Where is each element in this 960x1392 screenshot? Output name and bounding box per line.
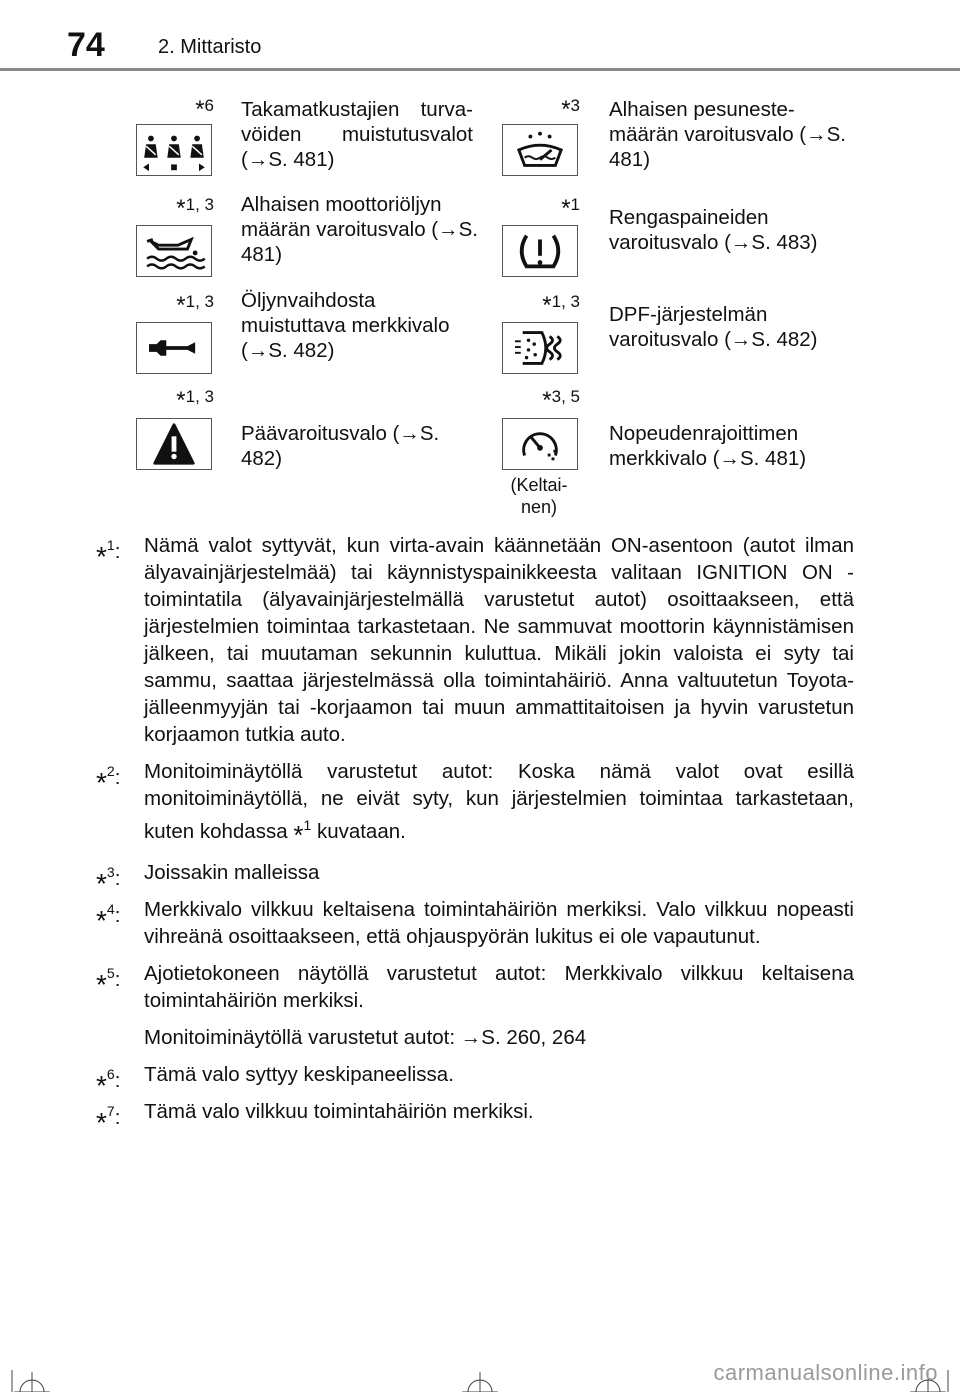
- footnote-1: *$^1$: Nämä valot syttyvät, kun virta-avain käännetään ON-asentoon (autot ilman älyavainjärjestelmää) tai käynnistyspainikkeesta valitaan IGNITION ON -toimintatila (älyavainjärjestelmällä varustetut autot) osoittaakseen, että järjestelmien toimintaa tarkastetaan. Ne sammuvat moottorin käynnistämisen jälkeen, tai muutaman sekunnin kuluttua. Mikäli jokin valoista ei syty tai sammu, saattaa järjestelmässä olla toimintahäiriö. Anna valtuutetun Toyota-jälleenmyyjän tai -korjaamon tai muun ammattitaitoisen ja hyvin varustetun korjaamon tutkia auto.: [96, 534, 854, 746]
- indicator-label: Päävaroitusvalo (→S. 482): [241, 422, 440, 470]
- speed-limiter-icon: [502, 418, 578, 470]
- watermark: carmanualsonline.info: [713, 1360, 938, 1385]
- indicator-label: DPF-järjestelmän varoitusvalo (→S. 482): [609, 303, 818, 351]
- washer-fluid-icon: [502, 124, 578, 176]
- footnote-mark: *1, 3: [176, 387, 214, 414]
- footnote-mark: *1, 3: [176, 292, 214, 319]
- indicator-label: Takamatkustajien turva-vöiden muistutusvalot (→S. 481): [241, 98, 473, 171]
- footnote-mark: *1, 3: [542, 292, 580, 319]
- section-title: 2. Mittaristo: [158, 36, 262, 58]
- indicator-label: Alhaisen pesuneste-määrän varoitusvalo (→S. 481): [609, 98, 846, 171]
- footnote-mark: *1, 3: [176, 195, 214, 222]
- page-number: 74: [67, 26, 105, 64]
- footnote-7: *$^7$: Tämä valo vilkkuu toimintahäiriön merkiksi.: [96, 1099, 534, 1138]
- footnotes: [96, 532, 854, 1138]
- footnote-mark: *6: [195, 96, 214, 123]
- wrench-icon: [136, 322, 212, 374]
- indicator-label: Nopeudenrajoittimen merkkivalo (→S. 481): [609, 422, 807, 470]
- indicator-label: Rengaspaineiden varoitusvalo (→S. 483): [609, 206, 818, 254]
- tire-pressure-icon: [502, 225, 578, 277]
- footnote-3: *$^3$: Joissakin malleissa: [96, 860, 320, 899]
- footnote-mark: *1: [561, 195, 580, 222]
- footnote-2: *$^2$: Monitoiminäytöllä varustetut autot: Koska nämä valot ovat esillä monitoiminäytöllä, ne eivät syty, kun järjestelmien toimintaa tarkastetaan, kuten kohdassa *$^1$ kuvataan.: [96, 760, 854, 850]
- footnote-mark: *3: [561, 96, 580, 123]
- icon-caption: (Keltai-nen): [510, 475, 568, 517]
- indicator-label: Alhaisen moottoriöljyn määrän varoitusvalo (→S. 481): [241, 193, 478, 266]
- oil-level-icon: [136, 225, 212, 277]
- indicator-label: Öljynvaihdosta muistuttava merkkivalo (→S. 482): [241, 289, 450, 362]
- master-warning-icon: [136, 418, 212, 470]
- dpf-icon: [502, 322, 578, 374]
- footnote-4: *$^4$: Merkkivalo vilkkuu keltaisena toimintahäiriön merkiksi. Valo vilkkuu nopeasti vihreänä osoittaakseen, että ohjauspyörän lukitus ei ole vapautunut.: [96, 897, 854, 948]
- rear-seatbelt-reminder-icon: [136, 124, 212, 176]
- page-header: [0, 0, 960, 70]
- footnote-5-sub: Monitoiminäytöllä varustetut autot: →S. 260, 264: [144, 1025, 587, 1049]
- footnote-5: *$^5$: Ajotietokoneen näytöllä varustetut autot: Merkkivalo vilkkuu keltaisena toimintahäiriön merkiksi.: [96, 961, 854, 1012]
- footnote-6: *$^6$: Tämä valo syttyy keskipaneelissa.: [96, 1062, 454, 1101]
- footnote-mark: *3, 5: [542, 387, 580, 414]
- header-rule: [0, 68, 960, 71]
